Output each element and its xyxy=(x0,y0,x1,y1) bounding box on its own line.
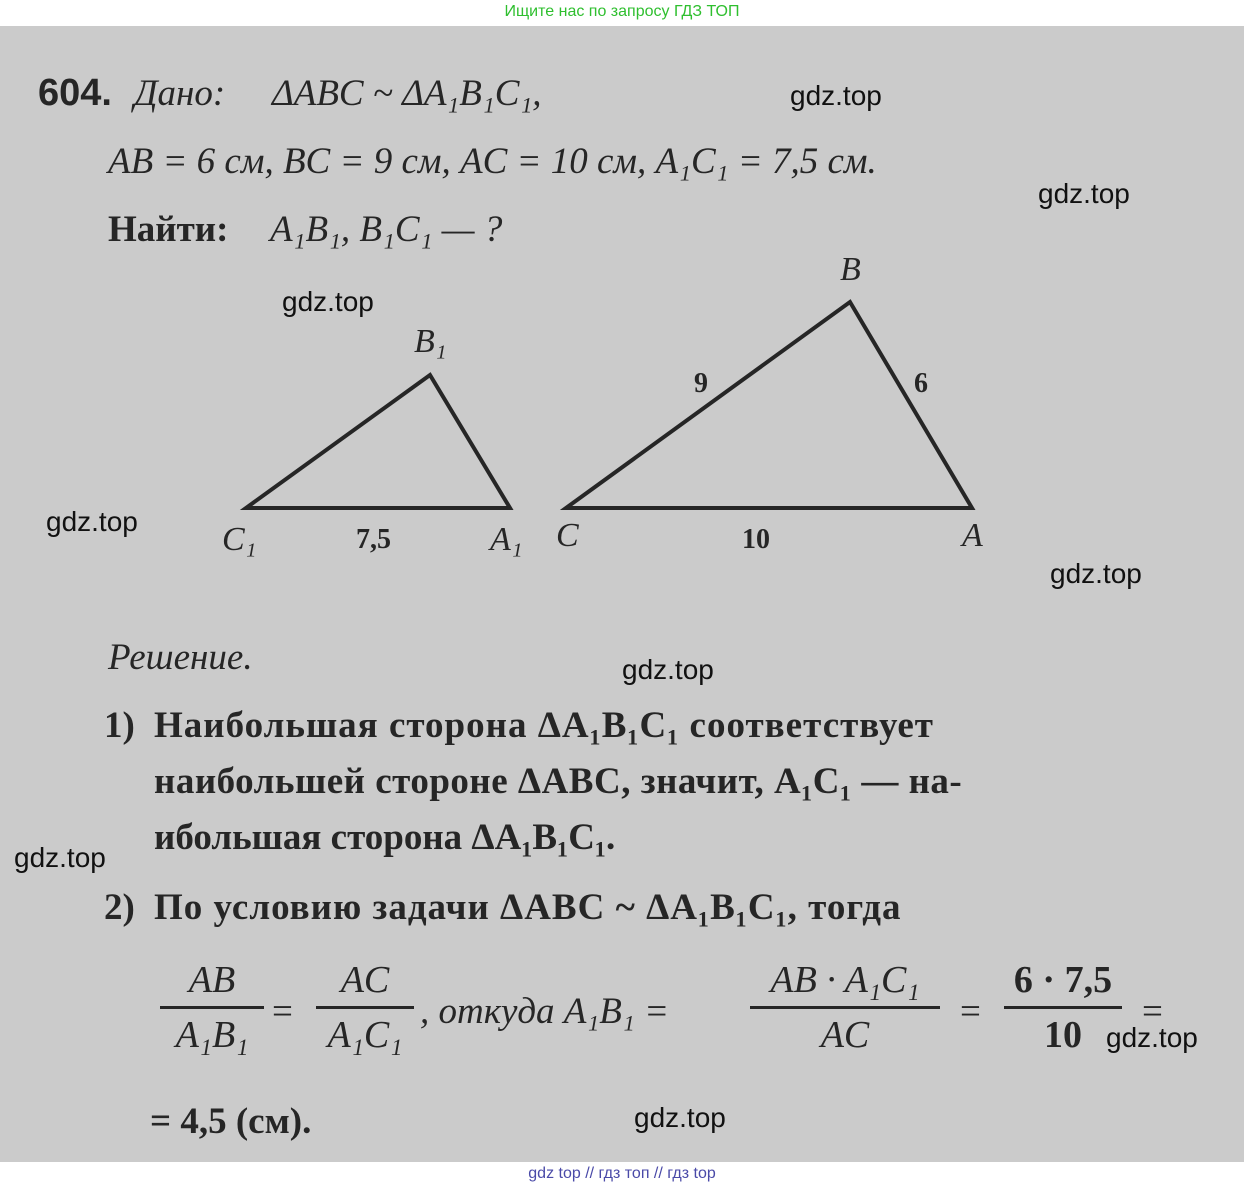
given-label: Дано: xyxy=(134,73,226,114)
label-c1: C₁ xyxy=(222,521,257,558)
watermark: gdz.top xyxy=(634,1102,726,1133)
given-sides: AB = 6 см, BC = 9 см, AC = 10 см, A₁C₁ = 7,5 см. xyxy=(108,141,877,182)
large-triangle xyxy=(566,302,972,508)
step2-number: 2) xyxy=(104,887,135,928)
equals-sign-3: = xyxy=(1142,991,1163,1032)
watermark: gdz.top xyxy=(14,842,106,873)
step2-line1: По условию задачи ΔABC ~ ΔA₁B₁C₁, тогда xyxy=(154,887,902,928)
result-line: = 4,5 (см). xyxy=(150,1101,312,1142)
fraction-ab-a1b1 xyxy=(160,958,264,1057)
label-b: B xyxy=(840,251,861,288)
watermark: gdz.top xyxy=(282,286,374,317)
step1-number: 1) xyxy=(104,705,135,746)
find-label: Найти: xyxy=(108,209,229,250)
small-triangle xyxy=(246,375,510,508)
fraction-denominator: 10 xyxy=(1044,1014,1082,1056)
watermark: gdz.top xyxy=(622,654,714,685)
equals-sign: = xyxy=(272,991,293,1032)
fraction-line xyxy=(1004,1006,1122,1009)
fraction-numerator: AB xyxy=(188,959,236,1001)
label-side-6: 6 xyxy=(914,368,928,399)
fraction-line xyxy=(160,1006,264,1009)
site-banner-bottom[interactable]: gdz top // гдз топ // гдз top xyxy=(528,1165,716,1182)
label-b1: B₁ xyxy=(414,323,447,360)
label-a1: A₁ xyxy=(490,521,523,558)
given-similarity: ΔABC ~ ΔA₁B₁C₁, xyxy=(272,73,542,114)
label-a: A xyxy=(962,517,983,554)
step1-line2: наибольшей стороне ΔABC, значит, A₁C₁ — на- xyxy=(154,761,963,802)
watermark: gdz.top xyxy=(1050,558,1142,589)
fraction-line xyxy=(316,1006,414,1009)
fraction-numeric xyxy=(1004,958,1122,1057)
label-large-base: 10 xyxy=(742,524,770,555)
fraction-ab-a1c1-ac xyxy=(750,958,940,1057)
watermark: gdz.top xyxy=(46,506,138,537)
solution-heading: Решение. xyxy=(108,637,253,678)
label-small-base: 7,5 xyxy=(356,524,391,555)
find-value: A₁B₁, B₁C₁ — ? xyxy=(270,209,503,250)
label-side-9: 9 xyxy=(694,368,708,399)
fraction-numerator: AC xyxy=(340,959,390,1001)
problem-number: 604. xyxy=(38,72,112,114)
equals-sign-2: = xyxy=(960,991,981,1032)
fraction-numerator: 6 · 7,5 xyxy=(1013,959,1113,1001)
fraction-denominator: A₁C₁ xyxy=(327,1014,403,1056)
watermark: gdz.top xyxy=(1106,1022,1198,1053)
step1-line1: Наибольшая сторона ΔA₁B₁C₁ соответствует xyxy=(154,705,934,746)
fraction-denominator: A₁B₁ xyxy=(175,1014,249,1056)
fraction-denominator: AC xyxy=(820,1014,870,1056)
label-c: C xyxy=(556,517,579,554)
step1-line3: ибольшая сторона ΔA₁B₁C₁. xyxy=(154,817,616,858)
fraction-line xyxy=(750,1006,940,1009)
watermark: gdz.top xyxy=(1038,178,1130,209)
watermark: gdz.top xyxy=(790,80,882,111)
otkuda-text: , откуда A₁B₁ = xyxy=(420,991,669,1032)
fraction-ac-a1c1 xyxy=(316,958,414,1057)
site-banner-top[interactable]: Ищите нас по запросу ГДЗ ТОП xyxy=(504,3,740,20)
fraction-numerator: AB · A₁C₁ xyxy=(770,959,920,1001)
